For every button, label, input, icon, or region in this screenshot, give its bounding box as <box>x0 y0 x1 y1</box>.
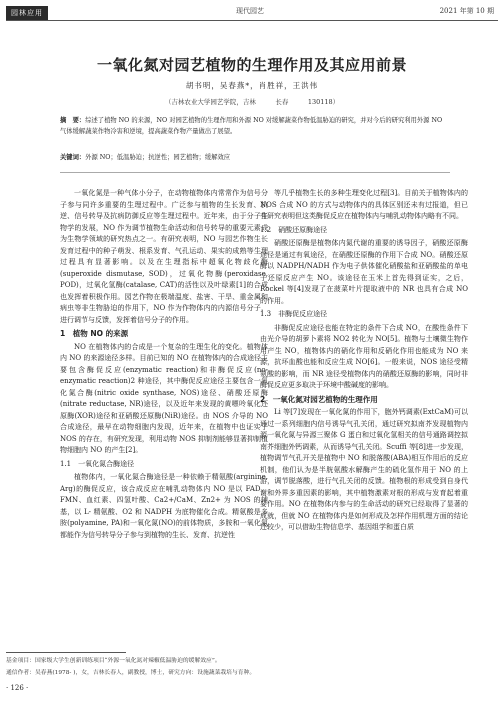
keywords-label: 关键词： <box>60 154 86 161</box>
body-paragraph: NO 在植物体内的合成是一个复杂的生理生化的变化。植物体内 NO 的来源途径多样。目前已知的 NO 在植物体内的合成途径主要包含酶促反应(enzymatic reaction)和非酶促反应(no-enzymatic reaction)2 种途径，其中酶促反应途径主要包含一氧化氮合酶(nitric oxide synthase, NOS)途径、硝酸还原酶(nitrate reductase, NR)途径，以及近年来发现的黄嘌呤氧化还原酶(XOR)途径和亚硝酸还原酶(NiR)途径。由 NOS 介导的 NO 合成途径，最早在动物细胞内发现，近年来，在植物中也证实了 NOS 的存在，有研究发现，利用动物 NOS 抑制剂能够显著抑制植物细胞内 NO 的产生[2]。 <box>60 342 268 454</box>
section-badge: 园林应用 <box>6 6 48 20</box>
body-paragraph: 植物体内，一氧化氮合酶途径是一种依赖于精氨酸(arginine, Arg)的酶促反应，该合成反应在哺乳动物体内 NO 是以 FAD、FMN、血红素、四氢叶酸、Ca2+/CaM、Zn2+ 为 NOS 的辅基，以 L- 精氨酸、O2 和 NADPH 为底物催化合成。精氨酸是多胺(polyamine, PA)和一氧化氮(NO)的前体物质，多胺和一氧化氮都能作为信号转导分子参与到植物的生长、发育、抗逆性 <box>60 473 268 539</box>
abstract-label: 摘 要： <box>60 117 86 124</box>
right-column <box>260 188 468 534</box>
section-heading: 1 植物 NO 的来源 <box>60 329 129 338</box>
body-paragraph: 等几乎植物生长的多种生理变化过程[3]。目前关于植物体内的 NOS 合成 NO 的方式与动物体内的具体区别还未有过报道，但已有研究表明但这类酶促反应在植物体内与哺乳动物体内略有不同。 <box>260 189 468 220</box>
body-paragraph: 非酶促反应途径也能在特定的条件下合成 NO，在酸性条件下由光介导的胡萝卜素将 NO2 转化为 NO[5]。植物与土壤微生物作用产生 NO，植物体内的硝化作用和反硝化作用也能成为 NO 来源，抗坏血酸也能和反应生成 NO[6]。一般来说，NOS 途径受精氨酸的影响，而 NR 途径受植物体内的硝酸还原酶的影响，同时非酶促反应更多取决于环境中酸碱度的影响。 <box>260 323 468 389</box>
keywords-text: 外源 NO；低温胁迫；抗逆性；园艺植物；缓解效应 <box>85 154 231 161</box>
body-paragraph: 硝酸还原酶是植物体内氮代谢的重要的诱导因子，硝酸还原酶途径是通过有氧途径，在硝酸还原酶的作用下合成 NO。硝酸还原酶以 NADPH/NADH 作为电子供体催化硝酸盐和亚硝酸盐的单电子还原反应产生 NO。该途径在玉米上首先得到证实，之后，Rockel 等[4]发现了在菠菜叶片提取液中的 NR 也具有合成 NO 的作用。 <box>260 239 468 305</box>
keywords <box>60 152 450 161</box>
issue-number: 2021 年第 10 期 <box>439 7 494 15</box>
article-title: 一氧化氮对园艺植物的生理作用及其应用前景 <box>96 56 407 74</box>
page-header <box>0 0 504 22</box>
abstract-text: 综述了植物 NO 的来源，NO 对园艺植物的生理作用和外源 NO 对缓解蔬菜作物低温胁迫的研究，并对今后的研究利用外源 NO 气体缓解蔬菜作物冷害和逆境，提高蔬菜作物产量做出了展望。 <box>60 117 443 135</box>
page-number: · 126 · <box>6 684 29 692</box>
journal-name: 现代园艺 <box>236 7 264 15</box>
affiliation: （吉林农业大学园艺学院，吉林 长春 130118） <box>164 98 340 106</box>
section-heading: 1.1 一氧化氮合酶途径 <box>60 459 135 468</box>
section-heading: 1.3 非酶促反应途径 <box>260 310 328 318</box>
footnote-author: 通信作者：吴春燕(1978- )，女，吉林长春人，副教授，博士，研究方向：设施蔬菜栽培与育种。 <box>6 670 256 676</box>
abstract <box>60 115 450 137</box>
body-paragraph: Li 等[7]发现在一氧化氮的作用下，胞外钙调素(ExtCaM)可以通过一系列细胞内信号诱导气孔关闭，通过研究拟南芥发现植物内源一氧化氮与异源三聚体 G 蛋白和过氧化氢相关的信号通路调控拟南芥细胞外钙调素，从而诱导气孔关闭。Scuffi 等[8]进一步发现，植物调节气孔开关是植物中 NO 和脱落酸(ABA)相互作用后的反应机制，他们认为是半胱氨酸水解酶产生的硫化氢作用于 NO 的上游，调节脱落酸，进行气孔关闭的反馈。植物根的形成受到自身代谢和外界多重因素的影响，其中植物激素对根的形成与发育起着重要作用。NO 在植物体内参与的生命活动的研究已经取得了显著的成就，但就 NO 在植物体内是如何形成及怎样作用机理方面的结论还较少，可以借助生物信息学、基因组学和蛋白质 <box>260 408 468 531</box>
left-column <box>60 188 268 541</box>
header-rule <box>6 20 498 21</box>
author-list: 胡书明，吴春燕*，肖胜祥，王洪伟 <box>185 81 319 90</box>
body-paragraph: 一氧化氮是一种气体小分子，在动物植物体内常常作为信号分子参与同许多重要的生理过程中。广泛参与植物的生长发育、抗逆、信号转导及抗病防御反应等生理过程中。近年来，由于分子生物学的发展，NO 作为调节植物生命活动和信号转导的重要元素成为生物学领域的研究热点之一。有研究表明，NO 与园艺作物生长发育过程中的种子萌发、根系发育、气孔运动、果实的成熟等生理过程具有显著影响。以及在生理指标中超氧化物歧化酶(superoxide dismutase, SOD)，过氧化物酶(peroxidase, POD)，过氧化氢酶(catalase, CAT)的活性以及叶绿素[1]的合成也发挥着积极作用。园艺作物在极端温度、盐害、干旱、重金属和病虫等非生物胁迫的作用下，NO 作为作物体内的内源信号分子，进行调节与反馈，发挥着信号分子的作用。 <box>60 189 268 324</box>
footnote-fund: 基金项目：国家级大学生创新训练项目“外源一氧化氮对辣椒低温胁迫的缓解效应”。 <box>6 658 221 664</box>
abstract-separator <box>60 172 450 173</box>
section-heading: 1.2 硝酸还原酶途径 <box>260 225 328 234</box>
section-heading: 2 一氧化氮对园艺植物的生理作用 <box>260 394 378 404</box>
footnote-rule <box>6 652 126 653</box>
